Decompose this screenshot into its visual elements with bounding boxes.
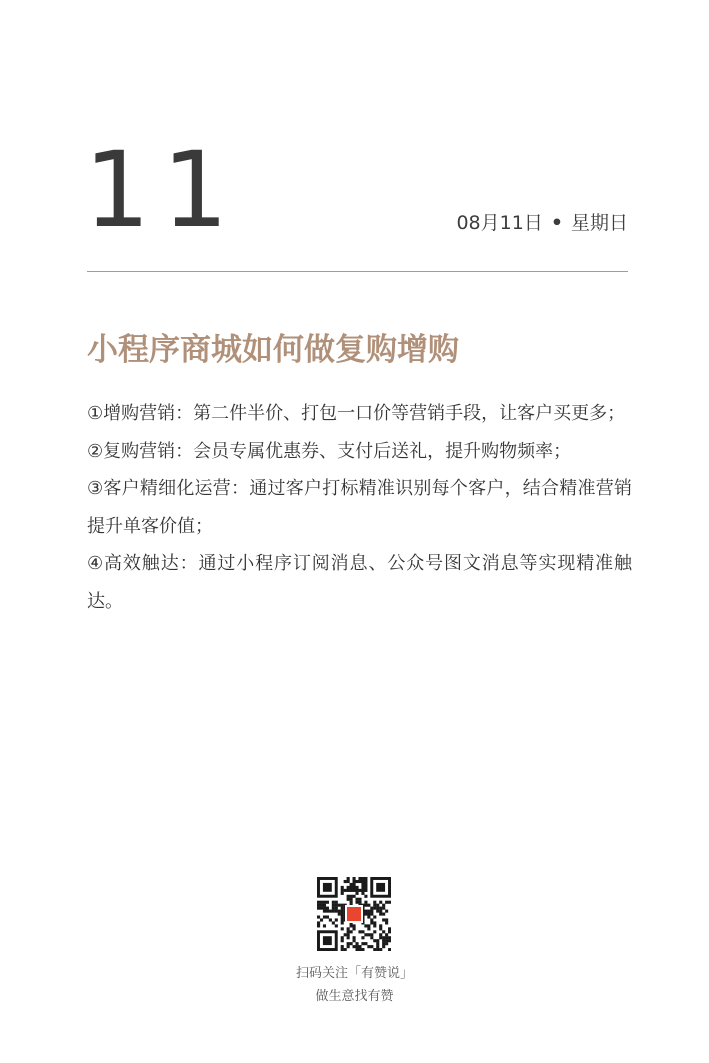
paragraph-reach: ④高效触达：通过小程序订阅消息、公众号图文消息等实现精准触达。 <box>87 553 632 612</box>
article-title: 小程序商城如何做复购增购 <box>87 332 459 368</box>
paragraph-repurchase: ②复购营销：会员专属优惠券、支付后送礼，提升购物频率； <box>87 440 572 462</box>
footer-slogan: 做生意找有赞 <box>315 989 394 1004</box>
weekday-text: 星期日 <box>570 212 628 234</box>
paragraph-customer-ops: ③客户精细化运营：通过客户打标精准识别每个客户，结合精准营销提升单客价值； <box>87 478 632 537</box>
article-body <box>87 395 632 620</box>
date-separator: • <box>550 212 563 234</box>
paragraph-upsell: ①增购营销：第二件半价、打包一口价等营销手段，让客户买更多； <box>87 403 626 424</box>
qr-logo-icon <box>345 905 363 923</box>
date-text: 08月11日 <box>456 212 543 234</box>
qr-code-icon <box>317 877 391 951</box>
date-line <box>456 214 628 233</box>
header-divider <box>87 271 628 272</box>
day-number: 11 <box>84 129 241 251</box>
footer-follow-text: 扫码关注「有赞说」 <box>295 966 413 981</box>
